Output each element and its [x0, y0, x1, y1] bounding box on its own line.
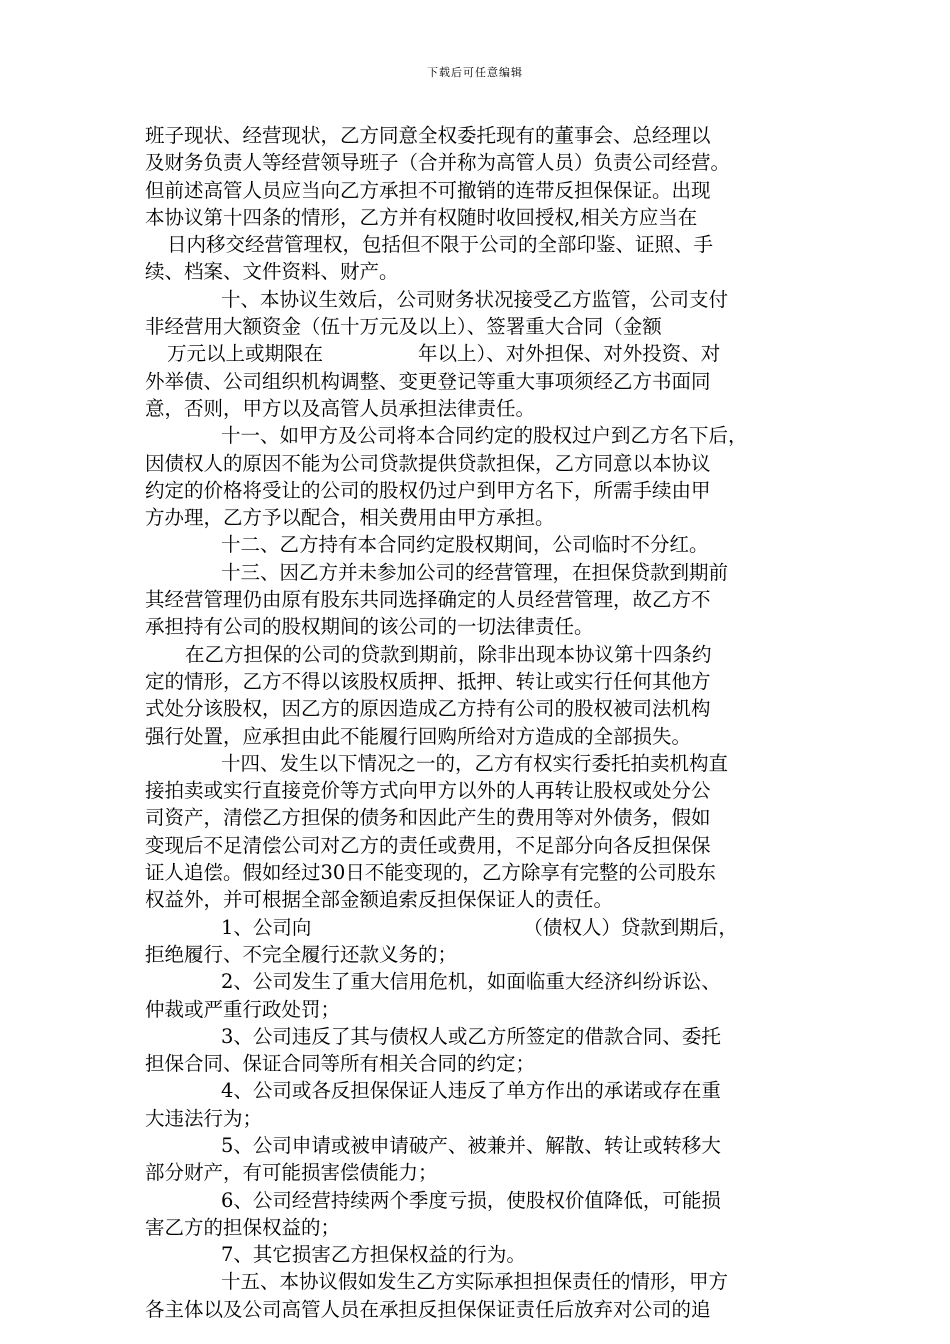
- line-text: 害乙方的担保权益的；: [145, 1215, 341, 1239]
- text-line: [145, 695, 815, 722]
- line-text: 拒绝履行、不完全履行还款义务的；: [145, 942, 458, 966]
- line-text: 及财务负责人等经营领导班子（合并称为高管人员）负责公司经营。: [145, 151, 731, 175]
- text-line: [145, 149, 815, 176]
- line-text: 约定的价格将受让的公司的股权仍过户到甲方名下，所需手续由甲: [145, 478, 711, 502]
- line-text: 但前述高管人员应当向乙方承担不可撤销的连带反担保保证。出现: [145, 178, 711, 202]
- text-line: [145, 504, 815, 531]
- text-line: [145, 1105, 815, 1132]
- line-text: 意，否则，甲方以及高管人员承担法律责任。: [145, 396, 536, 420]
- line-text: 定的情形，乙方不得以该股权质押、抵押、转让或实行任何其他方: [145, 669, 711, 693]
- text-line: [145, 750, 815, 777]
- line-text: 接拍卖或实行直接竞价等方式向甲方以外的人再转让股权或处分公: [145, 779, 711, 803]
- line-text: 外举债、公司组织机构调整、变更登记等重大事项须经乙方书面同: [145, 369, 711, 393]
- text-line: [145, 804, 815, 831]
- line-text: 在乙方担保的公司的贷款到期前，除非出现本协议第十四条约: [185, 642, 712, 666]
- line-text: 式处分该股权，因乙方的原因造成乙方持有公司的股权被司法机构: [145, 697, 711, 721]
- text-line: [145, 313, 815, 340]
- line-text-continued: 年以上）、对外担保、对外投资、对: [418, 342, 721, 366]
- line-text: 续、档案、文件资料、财产。: [145, 260, 399, 284]
- text-line: [145, 777, 815, 804]
- line-text: 担保合同、保证合同等所有相关合同的约定；: [145, 1052, 536, 1076]
- line-text: 权益外，并可根据全部金额追索反担保保证人的责任。: [145, 888, 614, 912]
- line-text-continued: （债权人）贷款到期后，: [523, 915, 738, 939]
- page-header: 下载后可任意编辑: [427, 66, 523, 79]
- text-line: [145, 1132, 815, 1159]
- text-line: [145, 1214, 815, 1241]
- line-text: 仲裁或严重行政处罚；: [145, 997, 341, 1021]
- line-text: 其经营管理仍由原有股东共同选择确定的人员经营管理，故乙方不: [145, 588, 711, 612]
- text-line: [145, 668, 815, 695]
- line-text: 非经营用大额资金（伍十万元及以上）、签署重大合同（金额: [145, 315, 662, 339]
- text-line: [145, 996, 815, 1023]
- text-line: [145, 586, 815, 613]
- line-text: 十五、本协议假如发生乙方实际承担担保责任的情形，甲方: [221, 1270, 729, 1294]
- line-text: 强行处置，应承担由此不能履行回购所给对方造成的全部损失。: [145, 724, 692, 748]
- document-body: [145, 122, 815, 1323]
- text-line: [145, 723, 815, 750]
- text-line: [145, 450, 815, 477]
- line-text: 十四、发生以下情况之一的，乙方有权实行委托拍卖机构直: [221, 751, 729, 775]
- text-line: [145, 1159, 815, 1186]
- line-text: 变现后不足清偿公司对乙方的责任或费用，不足部分向各反担保保: [145, 833, 711, 857]
- text-line: [145, 1241, 815, 1268]
- text-line: [145, 559, 815, 586]
- text-line: [145, 968, 815, 995]
- text-line: [145, 613, 815, 640]
- line-text: 十、本协议生效后，公司财务状况接受乙方监管，公司支付: [221, 287, 729, 311]
- line-text: 证人追偿。假如经过30日不能变现的，乙方除享有完整的公司股东: [145, 861, 716, 885]
- line-text: 4、公司或各反担保保证人违反了单方作出的承诺或存在重: [221, 1079, 721, 1103]
- text-line: [145, 1268, 815, 1295]
- line-text: 部分财产，有可能损害偿债能力；: [145, 1161, 438, 1185]
- text-line: [145, 286, 815, 313]
- line-text: 本协议第十四条的情形，乙方并有权随时收回授权,相关方应当在: [145, 205, 698, 229]
- line-text: 1、公司向: [221, 915, 312, 939]
- text-line: [145, 258, 815, 285]
- line-text: 日内移交经营管理权，包括但不限于公司的全部印鉴、证照、手: [167, 233, 714, 257]
- line-text: 各主体以及公司高管人员在承担反担保保证责任后放弃对公司的追: [145, 1297, 711, 1321]
- text-line: [145, 641, 815, 668]
- text-line: [145, 914, 815, 941]
- line-text: 方办理，乙方予以配合，相关费用由甲方承担。: [145, 506, 555, 530]
- line-text: 承担持有公司的股权期间的该公司的一切法律责任。: [145, 615, 594, 639]
- line-text: 2、公司发生了重大信用危机，如面临重大经济纠纷诉讼、: [221, 970, 721, 994]
- text-line: [145, 832, 815, 859]
- text-line: [145, 340, 815, 367]
- line-text: 十三、因乙方并未参加公司的经营管理，在担保贷款到期前: [221, 560, 729, 584]
- line-text: 司资产，清偿乙方担保的债务和因此产生的费用等对外债务，假如: [145, 806, 711, 830]
- line-text: 万元以上或期限在: [167, 342, 324, 366]
- line-text: 3、公司违反了其与债权人或乙方所签定的借款合同、委托: [221, 1024, 721, 1048]
- text-line: [145, 1023, 815, 1050]
- line-text: 因债权人的原因不能为公司贷款提供贷款担保，乙方同意以本协议: [145, 451, 711, 475]
- text-line: [145, 477, 815, 504]
- text-line: [145, 177, 815, 204]
- text-line: [145, 231, 815, 258]
- text-line: [145, 531, 815, 558]
- text-line: [145, 204, 815, 231]
- text-line: [145, 422, 815, 449]
- line-text: 7、其它损害乙方担保权益的行为。: [221, 1243, 526, 1267]
- text-line: [145, 941, 815, 968]
- text-line: [145, 122, 815, 149]
- text-line: [145, 886, 815, 913]
- text-line: [145, 368, 815, 395]
- line-text: 十一、如甲方及公司将本合同约定的股权过户到乙方名下后，: [221, 424, 748, 448]
- line-text: 班子现状、经营现状，乙方同意全权委托现有的董事会、总经理以: [145, 124, 711, 147]
- text-line: [145, 1077, 815, 1104]
- line-text: 6、公司经营持续两个季度亏损，使股权价值降低，可能损: [221, 1188, 721, 1212]
- line-text: 大违法行为；: [145, 1106, 263, 1130]
- text-line: [145, 395, 815, 422]
- line-text: 5、公司申请或被申请破产、被兼并、解散、转让或转移大: [221, 1133, 721, 1157]
- text-line: [145, 1296, 815, 1323]
- text-line: [145, 859, 815, 886]
- text-line: [145, 1050, 815, 1077]
- text-line: [145, 1187, 815, 1214]
- line-text: 十二、乙方持有本合同约定股权期间，公司临时不分红。: [221, 533, 709, 557]
